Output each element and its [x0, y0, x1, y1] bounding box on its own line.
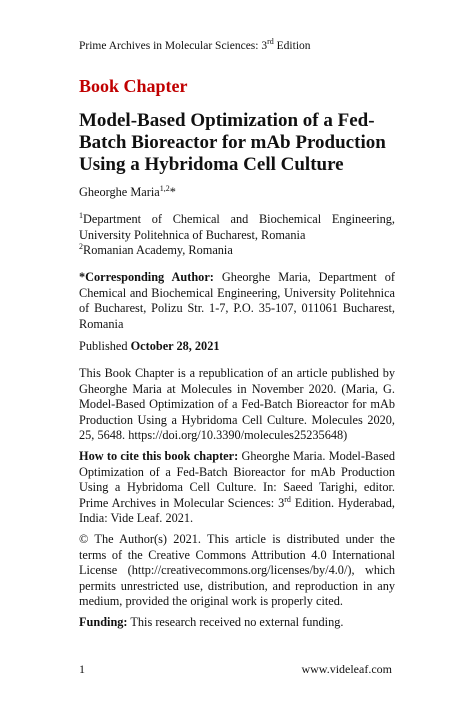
- author-affiliation-marks: 1,2: [159, 183, 170, 193]
- footer-website: www.videleaf.com: [301, 662, 392, 676]
- author-name: Gheorghe Maria: [79, 185, 160, 199]
- funding-label: Funding:: [79, 615, 128, 629]
- affiliation-2-number: 2: [79, 241, 83, 251]
- running-header-title: Prime Archives in Molecular Sciences: 3: [79, 40, 268, 52]
- published-line: [79, 339, 395, 355]
- running-header-suffix: Edition: [273, 40, 311, 52]
- published-label: Published: [79, 339, 131, 353]
- corresponding-author-label: *Corresponding Author:: [79, 270, 214, 284]
- author-line: [79, 185, 395, 201]
- funding-text: This research received no external funding.: [127, 615, 344, 629]
- citation-block: [79, 449, 395, 527]
- affiliation-2: [79, 243, 395, 259]
- citation-label: How to cite this book chapter:: [79, 449, 239, 463]
- chapter-type-label: Book Chapter: [79, 76, 188, 96]
- running-header-superscript: rd: [267, 37, 274, 47]
- running-header: [79, 37, 311, 52]
- chapter-title: Model-Based Optimization of a Fed-Batch Bioreactor for mAb Production Using a Hybridoma Cell Culture: [79, 110, 386, 175]
- affiliation-2-text: Romanian Academy, Romania: [83, 243, 233, 257]
- funding-statement: [79, 615, 395, 631]
- affiliation-1: [79, 212, 395, 243]
- author-corresponding-mark: *: [169, 185, 176, 199]
- corresponding-author-block: [79, 270, 395, 332]
- citation-text-end: Edition. Hyderabad, India: Vide Leaf. 2021.: [79, 495, 396, 525]
- affiliation-1-text: Department of Chemical and Biochemical Engineering, University Politehnica of Bucharest, Romania: [79, 212, 395, 242]
- corresponding-author-text: Gheorghe Maria, Department of Chemical and Biochemical Engineering, University Politehnica of Bucharest, Polizu Str. 1-7, P.O. 35-107, 011061 Bucharest, Romania: [79, 270, 395, 331]
- published-date: October 28, 2021: [130, 339, 220, 353]
- affiliation-1-number: 1: [79, 210, 83, 220]
- citation-text: Gheorghe Maria. Model-Based Optimization of a Fed-Batch Bioreactor for mAb Production Using a Hybridoma Cell Culture. In: Saeed Tarighi, editor. Prime Archives in Molecular Sciences: 3: [79, 449, 395, 510]
- citation-superscript: rd: [284, 494, 291, 504]
- republication-note: This Book Chapter is a republication of an article published by Gheorghe Maria at Molecules in November 2020. (Maria, G. Model-Based Optimization of a Fed-Batch Bioreactor for mAb Production Using a Hybridoma Cell Culture. Molecules 2020, 25, 5648. https://doi.org/10.3390/molecules25235648): [79, 366, 395, 442]
- copyright-notice: © The Author(s) 2021. This article is distributed under the terms of the Creative Commons Attribution 4.0 International License (http://creativecommons.org/licenses/by/4.0/), which permits unrestricted use, distribution, and reproduction in any medium, provided the original work is properly cited.: [79, 532, 395, 608]
- affiliations: [79, 212, 395, 259]
- page-number: 1: [79, 662, 85, 676]
